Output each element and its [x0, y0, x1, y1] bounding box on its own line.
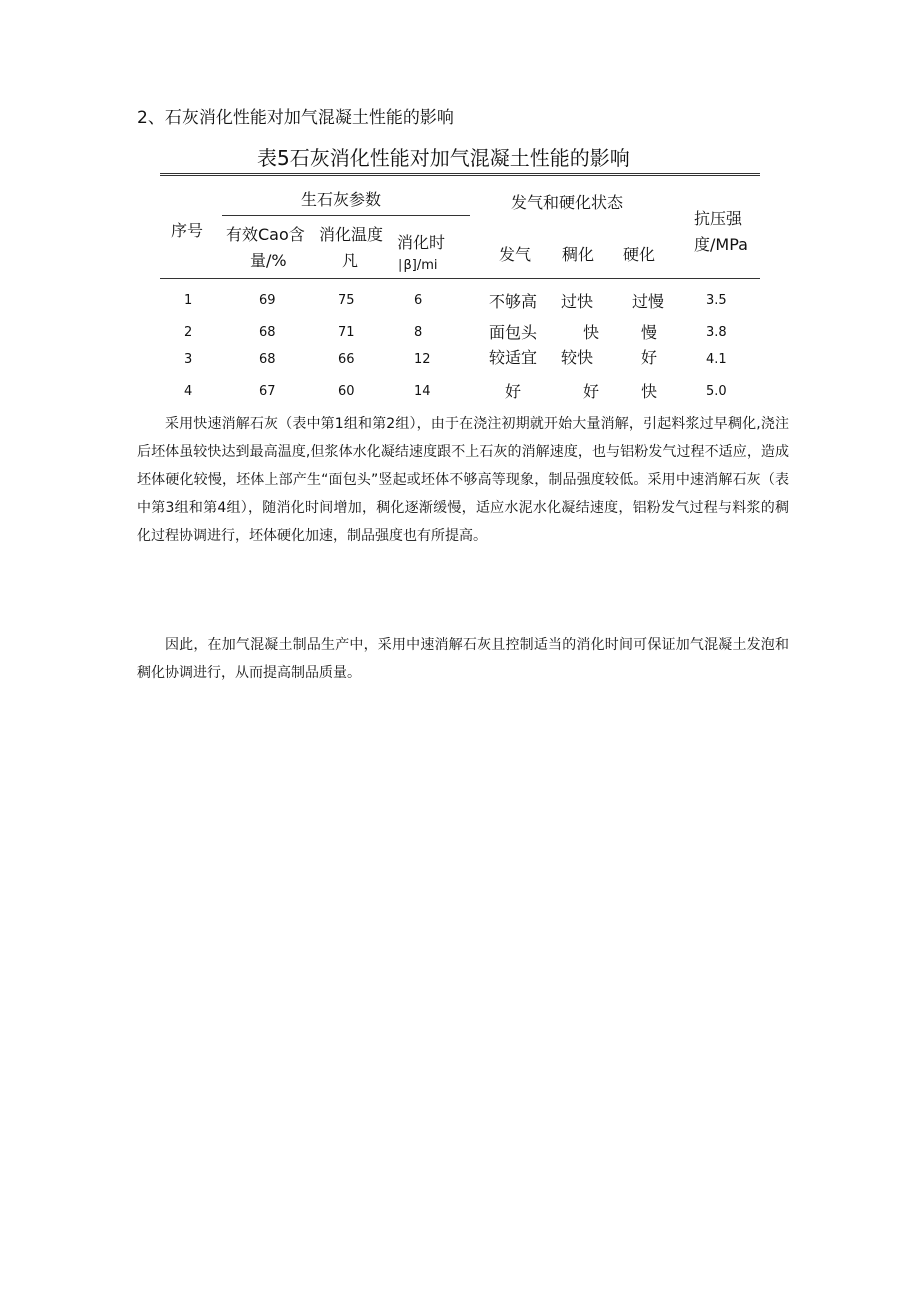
paragraph-1: 采用快速消解石灰（表中第1组和第2组），由于在浇注初期就开始大量消解，引起料浆过早稠化,浇注后坯体虽较快达到最高温度,但浆体水化凝结速度跟不上石灰的消解速度，也与铝粉发气过程不适应，造成坯体硬化较慢，坯体上部产生“面包头”竖起或坯体不够高等现象，制品强度较低。采用中速消解石灰（表中第3组和第4组），随消化时间增加，稠化逐渐缓慢，适应水泥水化凝结速度，铝粉发气过程与料浆的稠化过程协调进行，坯体硬化加速，制品强度也有所提高。 [137, 416, 789, 544]
row-3-harden: 好 [641, 348, 658, 367]
row-1-strength: 3.5 [706, 293, 727, 308]
row-4-index: 4 [184, 384, 193, 399]
header-temp-line1: 消化温度 [319, 225, 384, 244]
row-1-time: 6 [414, 293, 423, 308]
row-1-cao: 69 [259, 293, 276, 308]
header-cao-line2: 量/% [250, 251, 287, 270]
header-harden: 硬化 [623, 245, 656, 264]
row-3-temp: 66 [338, 352, 355, 367]
row-2-time: 8 [414, 325, 423, 340]
header-temp-line2: 凡 [342, 251, 359, 270]
row-3-index: 3 [184, 352, 193, 367]
header-group-state: 发气和硬化状态 [511, 193, 624, 212]
header-thicken: 稠化 [562, 245, 595, 264]
table-title: 表5石灰消化性能对加气混凝土性能的影响 [257, 146, 630, 170]
row-2-index: 2 [184, 325, 193, 340]
paragraph-2: 因此，在加气混凝土制品生产中，采用中速消解石灰且控制适当的消化时间可保证加气混凝土发泡和稠化协调进行，从而提高制品质量。 [137, 637, 789, 681]
row-4-strength: 5.0 [706, 384, 727, 399]
row-2-thicken: 快 [583, 323, 600, 342]
header-group-lime: 生石灰参数 [301, 190, 382, 209]
row-2-strength: 3.8 [706, 325, 727, 340]
header-cao-line1: 有效Cao含 [226, 225, 305, 244]
section-heading: 2、石灰消化性能对加气混凝土性能的影响 [137, 108, 454, 128]
table-header-rule [160, 278, 760, 279]
row-4-thicken: 好 [583, 382, 600, 401]
row-4-harden: 快 [641, 382, 658, 401]
header-gas: 发气 [499, 245, 532, 264]
row-3-time: 12 [414, 352, 431, 367]
row-4-time: 14 [414, 384, 431, 399]
row-3-gas: 较适宜 [489, 348, 538, 367]
header-strength-line1: 抗压强 [694, 209, 743, 228]
header-time-line1: 消化时 [397, 233, 446, 252]
row-3-thicken: 较快 [561, 348, 594, 367]
header-index: 序号 [171, 221, 204, 240]
row-2-cao: 68 [259, 325, 276, 340]
row-4-gas: 好 [505, 382, 522, 401]
row-2-harden: 慢 [641, 323, 658, 342]
row-1-index: 1 [184, 293, 193, 308]
row-3-strength: 4.1 [706, 352, 727, 367]
row-1-gas: 不够高 [489, 292, 538, 311]
row-1-harden: 过慢 [632, 292, 665, 311]
row-4-temp: 60 [338, 384, 355, 399]
table-top-rule [160, 173, 760, 176]
row-1-thicken: 过快 [561, 292, 594, 311]
header-strength-line2: 度/MPa [694, 235, 748, 254]
header-time-line2: ∣β]/mi [397, 258, 438, 273]
row-2-gas: 面包头 [489, 323, 538, 342]
row-1-temp: 75 [338, 293, 355, 308]
table-group-rule [222, 215, 470, 216]
row-4-cao: 67 [259, 384, 276, 399]
row-3-cao: 68 [259, 352, 276, 367]
row-2-temp: 71 [338, 325, 355, 340]
